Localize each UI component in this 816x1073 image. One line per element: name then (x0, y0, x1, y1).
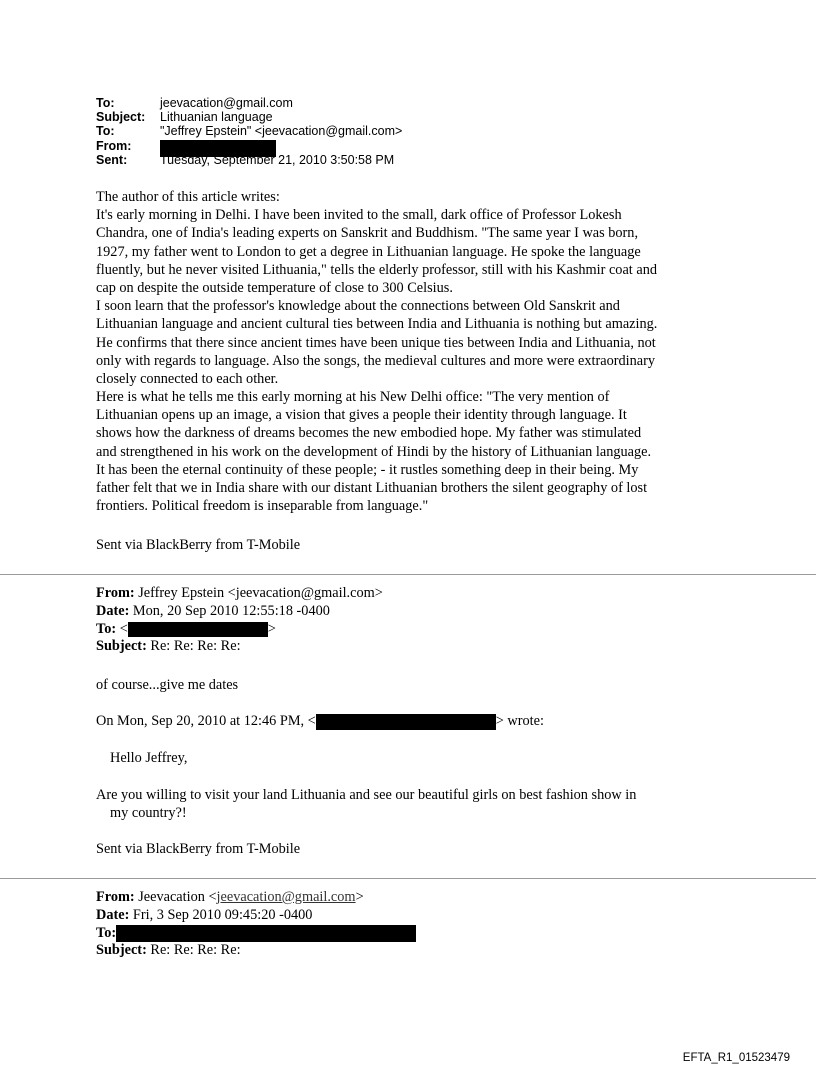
reply-header (96, 585, 383, 656)
from-value: Jeffrey Epstein <jeevacation@gmail.com> (134, 585, 383, 601)
email-header (96, 96, 402, 167)
divider (0, 574, 816, 575)
from-label: From: (96, 889, 135, 905)
subject-value: Lithuanian language (160, 110, 273, 125)
body-line: shows how the darkness of dreams becomes the new embodied hope. My father was stimulated (96, 425, 642, 442)
email-link[interactable]: jeevacation@gmail.com (216, 889, 356, 905)
body-line: 1927, my father went to London to get a degree in Lithuanian language. He spoke the language (96, 243, 641, 260)
redaction-bar (116, 925, 416, 942)
from-label: From: (96, 585, 135, 601)
signature: Sent via BlackBerry from T-Mobile (96, 537, 301, 553)
quote-prefix: On Mon, Sep 20, 2010 at 12:46 PM, < (96, 713, 316, 729)
greeting: Hello Jeffrey, (110, 750, 188, 766)
divider (0, 878, 816, 879)
body-line: The author of this article writes: (96, 189, 280, 205)
body-line: Lithuanian opens up an image, a vision that gives a people their identity through language. It (96, 407, 627, 424)
quote-suffix: > wrote: (495, 713, 544, 729)
body-line: frontiers. Political freedom is inseparable from language." (96, 498, 429, 515)
to-close: > (267, 620, 276, 637)
from-close: > (355, 889, 364, 905)
body-line: Chandra, one of India's leading experts on Sanskrit and Buddhism. "The same year I was born, (96, 225, 639, 242)
body-line: only with regards to language. Also the songs, the medieval cultures and more were extraordinary (96, 352, 656, 369)
to2-value: "Jeffrey Epstein" <jeevacation@gmail.com> (160, 124, 403, 139)
body-line: and strengthened in his work on the development of Hindi by the history of Lithuanian language. (96, 443, 652, 460)
date-label: Date: (96, 602, 130, 619)
to-label: To: (96, 924, 117, 941)
date-value: Mon, 20 Sep 2010 12:55:18 -0400 (129, 602, 330, 619)
to-label: To: (96, 620, 117, 637)
date-label: Date: (96, 906, 130, 923)
body-line: closely connected to each other. (96, 370, 279, 387)
body-line: It has been the eternal continuity of these people; - it rustles something deep in their being. My (96, 461, 639, 478)
subject-value: Re: Re: Re: Re: (146, 942, 241, 959)
subject-label: Subject: (96, 942, 147, 959)
to-open: < (116, 620, 128, 637)
date-value: Fri, 3 Sep 2010 09:45:20 -0400 (129, 906, 313, 923)
question-line: my country?! (110, 805, 187, 821)
body-line: He confirms that there since ancient times have been unique ties between India and Lithuania, not (96, 334, 656, 351)
body-line: cap on despite the outside temperature of close to 300 Celsius. (96, 279, 453, 296)
to2-label: To: (96, 124, 115, 139)
body-line: It's early morning in Delhi. I have been invited to the small, dark office of Professor Lokesh (96, 207, 622, 224)
signature: Sent via BlackBerry from T-Mobile (96, 841, 301, 857)
body-line: Lithuanian language and ancient cultural ties between India and Lithuania is nothing but amazing. (96, 316, 658, 333)
subject-value: Re: Re: Re: Re: (146, 638, 241, 655)
message-body (96, 188, 736, 515)
forward-header (96, 889, 416, 960)
question-line: Are you willing to visit your land Lithuania and see our beautiful girls on best fashion show in (96, 787, 637, 803)
from-name: Jeevacation < (134, 889, 217, 905)
sent-label: Sent: (96, 152, 128, 167)
to-label: To: (96, 96, 115, 110)
reply-text: of course...give me dates (96, 677, 239, 693)
body-line: Here is what he tells me this early morning at his New Delhi office: "The very mention of (96, 389, 610, 406)
subject-label: Subject: (96, 638, 147, 655)
redaction-bar (316, 714, 496, 730)
to-value: jeevacation@gmail.com (160, 96, 293, 110)
sent-value: Tuesday, September 21, 2010 3:50:58 PM (160, 152, 395, 167)
subject-label: Subject: (96, 110, 146, 125)
body-line: I soon learn that the professor's knowledge about the connections between Old Sanskrit and (96, 298, 620, 315)
redaction-bar (128, 622, 268, 637)
from-label: From: (96, 138, 132, 153)
body-line: fluently, but he never visited Lithuania," tells the elderly professor, still with his Kashmir coat and (96, 261, 657, 278)
quote-line (96, 713, 544, 730)
document-id: EFTA_R1_01523479 (682, 1052, 790, 1064)
body-line: father felt that we in India share with our distant Lithuanian brothers the silent geography of lost (96, 480, 648, 496)
